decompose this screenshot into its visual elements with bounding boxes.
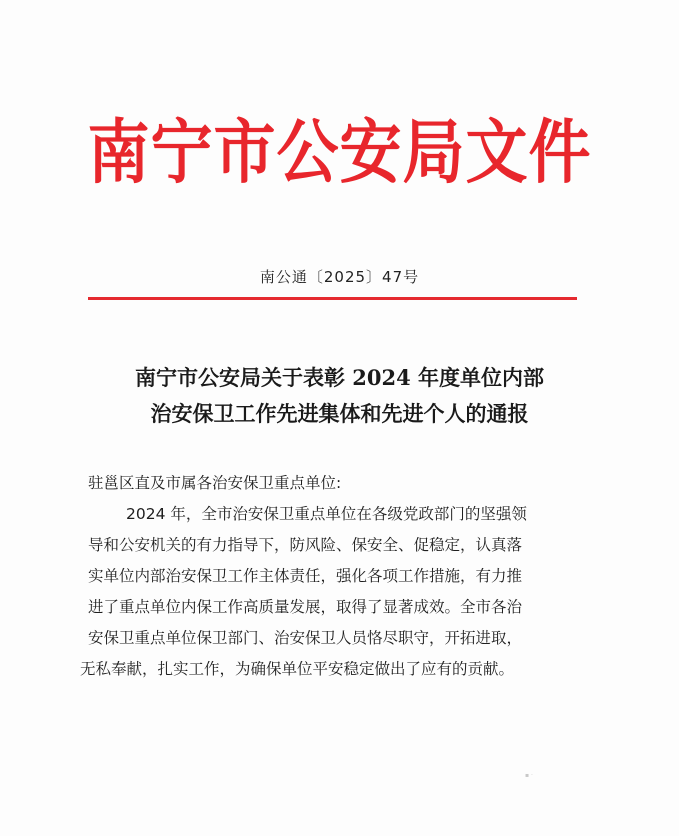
scan-mark: ▪ · — [525, 772, 533, 779]
paragraph-line-6: 无私奉献，扎实工作，为确保单位平安稳定做出了应有的贡献。 — [80, 660, 515, 678]
paragraph-line-4: 进了重点单位内保工作高质量发展，取得了显著成效。全市各治 — [88, 598, 523, 616]
paragraph-line-3: 实单位内部治安保卫工作主体责任，强化各项工作措施，有力推 — [88, 567, 523, 585]
notice-title-line-1: 南宁市公安局关于表彰 2024 年度单位内部 — [134, 365, 545, 390]
paragraph-line-5: 安保卫重点单位保卫部门、治安保卫人员恪尽职守，开拓进取， — [88, 629, 523, 647]
notice-body — [80, 468, 588, 685]
notice-title-line-2: 治安保卫工作先进集体和先进个人的通报 — [150, 401, 529, 426]
red-divider-line — [88, 297, 577, 300]
salutation: 驻邕区直及市属各治安保卫重点单位: — [88, 474, 342, 492]
notice-title — [0, 360, 679, 432]
paragraph-line-2: 导和公安机关的有力指导下，防风险、保安全、促稳定，认真落 — [88, 536, 523, 554]
document-header-title: 南宁市公安局文件 — [87, 111, 592, 194]
paragraph-line-1: 2024 年，全市治安保卫重点单位在各级党政部门的坚强领 — [126, 505, 527, 523]
document-number: 南公通〔2025〕47号 — [259, 268, 420, 286]
